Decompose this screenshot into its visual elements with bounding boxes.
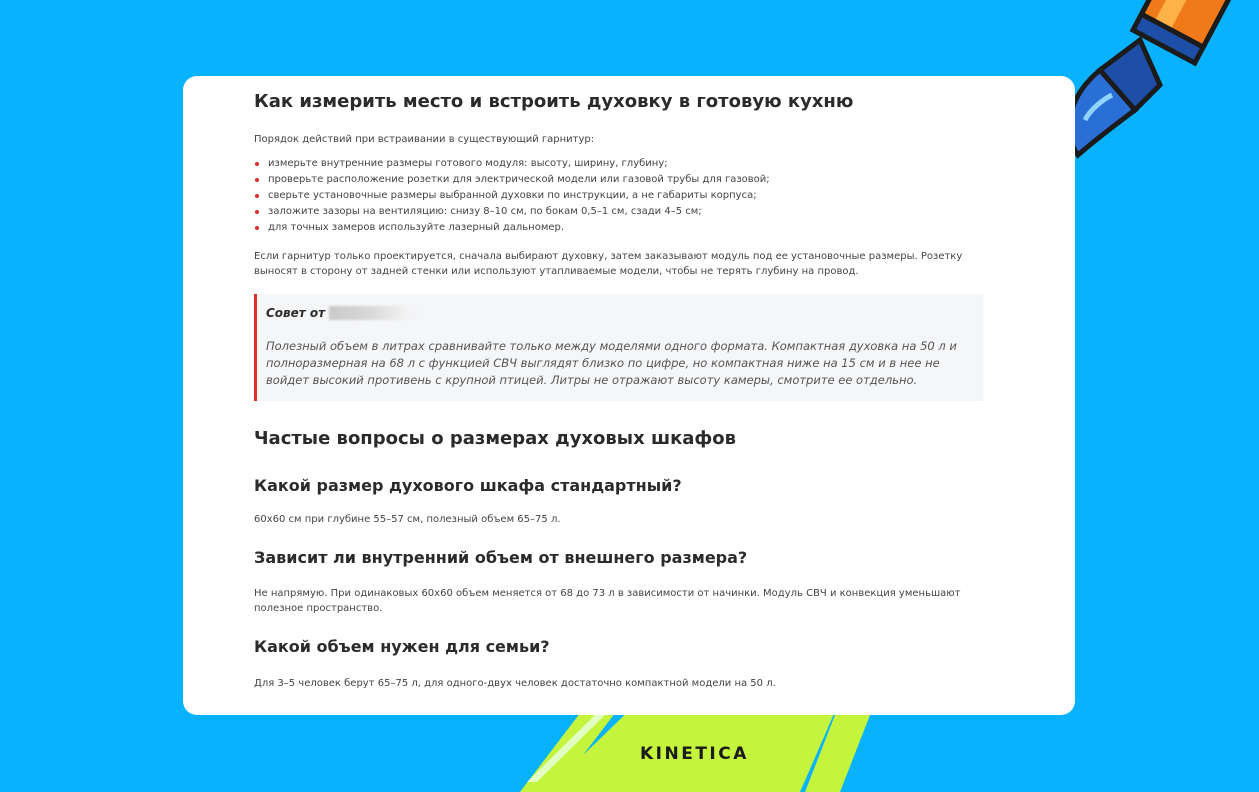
install-paragraph: Если гарнитур только проектируется, сначала выбирают духовку, затем заказывают модуль под ее установочные размеры. Розетку выносят в сторону от задней стенки или используют утапливаемые модели, чтобы не терять глубину на провод. (254, 251, 963, 277)
faq-answer-3: Для 3–5 человек берут 65–75 л, для одного-двух человек достаточно компактной модели на 50 л. (254, 678, 776, 689)
faq-title: Частые вопросы о размерах духовых шкафов (254, 428, 737, 449)
bullet-icon (255, 210, 259, 214)
step-text: для точных замеров используйте лазерный дальномер. (268, 222, 565, 233)
expert-tip-box (254, 294, 983, 401)
list-item (254, 204, 983, 220)
step-text: проверьте расположение розетки для электрической модели или газовой трубы для газовой; (268, 174, 770, 185)
list-item (254, 220, 983, 236)
step-text: измерьте внутренние размеры готового модуля: высоту, ширину, глубину; (268, 158, 668, 169)
blurred-author-name (329, 306, 419, 320)
article-card (183, 76, 1075, 715)
kinetica-logo[interactable]: KINETICA (640, 744, 749, 764)
faq-question-3: Какой объем нужен для семьи? (254, 637, 550, 656)
step-text: сверьте установочные размеры выбранной духовки по инструкции, а не габариты корпуса; (268, 190, 757, 201)
bullet-icon (255, 178, 259, 182)
tip-heading-text: Совет от (266, 306, 326, 320)
step-text: заложите зазоры на вентиляцию: снизу 8–10 см, по бокам 0,5–1 см, сзади 4–5 см; (268, 206, 702, 217)
faq-question-2: Зависит ли внутренний объем от внешнего размера? (254, 548, 748, 567)
install-steps-list (254, 156, 983, 236)
list-item (254, 156, 983, 172)
list-item (254, 172, 983, 188)
bullet-icon (255, 226, 259, 230)
list-item (254, 188, 983, 204)
bullet-icon (255, 194, 259, 198)
install-intro: Порядок действий при встраивании в существующий гарнитур: (254, 134, 595, 145)
faq-answer-2: Не напрямую. При одинаковых 60x60 объем меняется от 68 до 73 л в зависимости от начинки. Модуль СВЧ и конвекция уменьшают полезное пространство. (254, 588, 961, 614)
tip-heading (266, 305, 963, 321)
faq-question-1: Какой размер духового шкафа стандартный? (254, 476, 682, 495)
install-section-title: Как измерить место и встроить духовку в готовую кухню (254, 91, 854, 112)
bullet-icon (255, 162, 259, 166)
faq-answer-1: 60x60 см при глубине 55–57 см, полезный объем 65–75 л. (254, 514, 561, 525)
tip-text: Полезный объем в литрах сравнивайте только между моделями одного формата. Компактная духовка на 50 л и полноразмерная на 68 л с функцией СВЧ выглядят близко по цифре, но компактная ниже на 15 см и в нее не войдет высокий противень с крупной птицей. Литры не отражают высоту камеры, смотрите ее отдельно. (266, 339, 957, 387)
